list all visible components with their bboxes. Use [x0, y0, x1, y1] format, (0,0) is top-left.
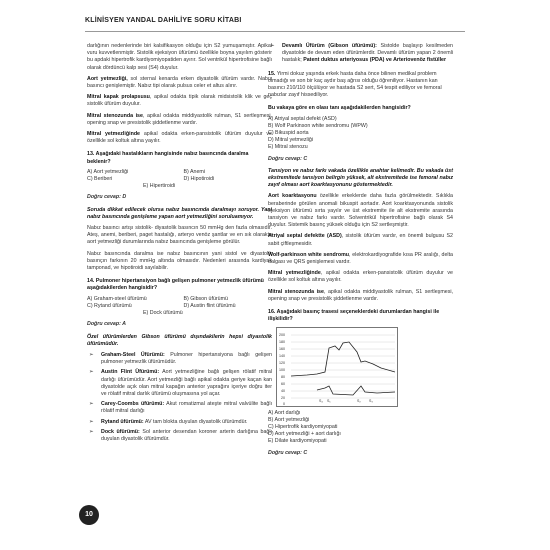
- question-16-options: [268, 410, 453, 446]
- paragraph: Nabız basıncında daralma ise nabız basıncının yani sistol ve diyastolik basınçın farkının 20 mmHg altında olmasıdır. Nedenleri arasında kardiyak tamponad, ve hipotiroidi sayılabilir.: [87, 250, 272, 272]
- option: C) Rytand üfürümü: [87, 302, 132, 309]
- term: Devamlı Üfürüm (Gibson üfürümü):: [282, 43, 377, 49]
- explanation: Özel üfürümlerden Gibson üfürümü dışındakilerin hepsi diyastolik üfürümüdür.: [87, 333, 272, 347]
- option: A) Aort yetmezliği: [87, 168, 129, 175]
- option: E) Dock üfürümü: [143, 310, 183, 317]
- question-text: Yirmi dokuz yaşında erkek hasta daha önce bilinen medikal problem olmadığı ve son bir kaç aydır baş ağrısı olduğu öğreniliyor. Hastanın kan basıncı 210/110 ölçülüyor ve hastada S2 sert, S4 tespit ediliyor ve femoral nabızlar zayıf hissediliyor.: [268, 70, 442, 99]
- option: D) Mitral yetmezliği: [268, 137, 314, 144]
- text: , apikal odakta middiyastolik rulman, S1 sertleşmesi, opening snap ve presistolik şiddetlenme vardır.: [268, 288, 453, 302]
- option: E) Mitral stenozu: [268, 144, 308, 151]
- page-header-title: KLİNİSYEN YANDAL DAHİLİYE SORU KİTABI: [85, 17, 242, 24]
- heart-sound-label: S₄: [319, 398, 323, 403]
- heart-sound-label: S₂: [357, 398, 361, 403]
- text: , elektrokardiyografide kısa PR aralığı, delta dalgası ve QRS genişlemesi vardır.: [268, 251, 453, 266]
- term: Graham-Steel Üfürümü:: [101, 351, 165, 358]
- question-number: 16.: [268, 309, 277, 316]
- tick-label: 80: [281, 374, 285, 379]
- question-text: Aşağıdaki basınç trasesi seçeneklerdeki durumlardan hangisi ile ilişkilidir?: [268, 309, 440, 323]
- term: Rytand üfürümü:: [101, 418, 144, 425]
- option: D) Austin flint üfürümü: [183, 302, 236, 309]
- tick-label: 0: [283, 401, 285, 406]
- term: Carey-Coombs üfürümü:: [101, 401, 165, 408]
- term: Aort koarktasyonu: [268, 193, 317, 200]
- paragraph: [268, 233, 453, 247]
- question-13: [87, 151, 272, 165]
- text: , apikal odakta erken-pansistolik üfürüm duyulur ve özellikle sol koltuk altına yayılır.: [268, 270, 453, 284]
- paragraph: [268, 193, 453, 229]
- text: Sistolde başlayıp kesilmeden diyastolde de devam eden üfürümlerdir. Devamlı üfürüm yapan 2 önemli hastalık;: [282, 43, 454, 64]
- question-number: 13.: [87, 151, 96, 158]
- paragraph: [87, 113, 272, 127]
- option: C) Hipertrofik kardiyomiyopati: [268, 423, 338, 430]
- question-text: Pulmoner hipertansiyon bağlı gelişen pulmoner yetmezlik üfürümü aşağıdakilerden hangisidir?: [87, 278, 264, 292]
- question-13-options: [87, 169, 272, 191]
- answer: Doğru cevap: A: [87, 321, 126, 328]
- option: E) Hipertiroidi: [143, 183, 176, 190]
- term: Aort yetmezliği,: [87, 75, 128, 82]
- option: A) Graham-steel üfürümü: [87, 295, 147, 302]
- bullet-item: [268, 43, 453, 65]
- right-column: [268, 43, 453, 462]
- tick-label: 180: [279, 339, 285, 344]
- question-15-options: [268, 116, 453, 152]
- pressure-trace-figure: [276, 327, 398, 407]
- grid: [291, 335, 395, 398]
- left-column: [87, 43, 272, 446]
- question-14-options: [87, 296, 272, 318]
- option: C) Beriberi: [87, 176, 113, 183]
- question-15: [268, 71, 453, 100]
- page-number: 10: [79, 505, 99, 525]
- pressure-trace-svg: [277, 328, 397, 406]
- term: Dock üfürümü:: [101, 428, 140, 435]
- answer: Doğru cevap: C: [268, 155, 308, 162]
- text: sol sternal kenarda erken diyastolik üfürüm vardır. Nabız basıncı genişlemiştir. Nabız tipi olarak pulsus celer et altus alırır.: [87, 75, 272, 90]
- explanation: Soruda dikkat edilecek olursa nabız basıncında daralmayı soruyor. Yani nabız basıncında genişleme yapan aort yetmezliğini soruluamıyor.: [87, 206, 272, 220]
- term: Mitral stenozunda ise: [268, 288, 324, 295]
- text: , sistolik üfürüm vardır, en önemli bulgusu S2 sabit çiftleşmesidir.: [268, 233, 454, 247]
- paragraph: darlığının nedenlerinde biri kalsifikasyon olduğu için S2 yumuşamıştır. Apikal vuru kuvvetlenmiştir. Sistolik ejeksiyon üfürümü özellikle boyna yayılım gösterir bu apdaki hipertrofik kardiyomiyopatiden ayırır. Sol ventrikül hipertrofisine bağlı olarak dördüncü kalp sesi (S4) duyulur.: [87, 43, 272, 71]
- text: Akut romatizmal ateşte mitral valvülite bağlı rölatif mitral darlığı: [101, 401, 272, 415]
- text: Aort yetmezliğine bağlı gelişen rölatif mitral darlığı üfürümüdür. Aort yetmezliği bağlı apikal odakta geriye kaçan kan diyastolde açık olan mitral kapağın anterior yaprağını içeriye doğru iter ve rölatif mitral darlık üfürümü oluşmasına yol açar.: [101, 369, 272, 397]
- tick-label: 140: [279, 353, 285, 358]
- term: Patent duktus arteriyosus (PDA) ve Arteriovenöz fistüller: [303, 57, 447, 64]
- tick-label: 60: [281, 381, 285, 386]
- heart-sound-label: S₁: [327, 398, 331, 403]
- paragraph: [87, 94, 272, 108]
- explanation: Tansiyon ve nabız farkı vakada özellikle anahtar kelimedir. Bu vakada üst ekstremitede tansiyon belirgin yüksek, alt ekstremitede ise femoral nabız zayıf olması aort koarktasyonunu göstermektedir.: [268, 167, 453, 189]
- option: E) Dilate kardiyomiyopati: [268, 438, 327, 445]
- question-16: [268, 309, 453, 323]
- answer: Doğru cevap: C: [268, 449, 308, 456]
- term: Wolf-parkinson white sendromu: [268, 251, 350, 258]
- paragraph: [268, 270, 453, 284]
- term: Austin Flint Üfürümü:: [101, 369, 160, 376]
- ventricular-pressure-trace: [291, 342, 395, 376]
- term: Mitral stenozunda ise: [87, 112, 143, 119]
- text: , apikal odakta middiyastolik rulman, S1 sertleşmesi, opening snap ve presistolik şiddetlenme vardır.: [87, 112, 272, 126]
- tick-label: 20: [281, 395, 285, 400]
- bullet-item: [87, 429, 272, 443]
- option: D) Aort yetmezliği + aort darlığı: [268, 431, 341, 438]
- option: B) Anemi: [183, 168, 205, 175]
- bullet-item: [87, 401, 272, 415]
- paragraph: [87, 131, 272, 145]
- answer: Doğru cevap: D: [87, 194, 127, 201]
- paragraph: [268, 289, 453, 303]
- question-number: 15.: [268, 70, 277, 77]
- text: Pulmoner hipertansiyona bağlı gelişen pulmoner yetmezlik üfürümüdür.: [101, 351, 273, 366]
- question-text: Aşağıdaki hastalıkların hangisinde nabız basıncında daralma beklenir?: [87, 151, 249, 165]
- question-15-prompt: Bu vakaya göre en olası tanı aşağıdakilerden hangisidir?: [268, 105, 411, 112]
- option: C) Bikuspid aorta: [268, 130, 309, 137]
- option: B) Wolf Parkinson white sendromu (WPW): [268, 122, 368, 129]
- option: A) Atriyal septal defekt (ASD): [268, 115, 337, 122]
- term: Atriyal septal defektte (ASD): [268, 233, 342, 240]
- text: , apikal odakta tipik olarak midsistolik klik ve geç sistolik üfürüm duyulur.: [87, 94, 272, 108]
- bullet-item: [87, 369, 272, 398]
- paragraph: [87, 76, 272, 90]
- term: Mitral yetmezliğinde: [87, 131, 140, 138]
- term: Mitral kapak prolapsusu: [87, 94, 150, 101]
- text: apikal odakta erken-pansistolik üfürüm duyulur ve özellikle sol koltuk altına yayılır.: [87, 131, 272, 145]
- paragraph: Nabız basıncı artışı sistolik- diyastolik basıncın 50 mmHg den fazla olmasıdır. Ateş, anemi, beriberi, paget hastalığı, arteryo venöz şantlar ve en sık olarakta aort yetmezliği durumlarında nabız basıncında genişleme görülür.: [87, 225, 272, 246]
- tick-label: 120: [279, 360, 285, 365]
- term: Mitral yetmezliğinde: [268, 270, 321, 277]
- atrial-pressure-trace: [317, 386, 395, 395]
- question-number: 14.: [87, 278, 96, 285]
- bullet-item: [87, 352, 272, 366]
- tick-label: 100: [279, 367, 285, 372]
- option: A) Aort darlığı: [268, 409, 301, 416]
- tick-label: 160: [279, 346, 285, 351]
- text: özellikle erkeklerde daha fazla görülmektedir. Sıklıkla beraberinde görülen anomali bikuspit aortadır. Aort koarktasyonunda sistolik ejeksiyon üfürümü sırta yayılır ve üst ekstremite ile alt ekstremite arasında tansiyon ve nabız farkı vardır. Solventrikül hipertrofisine bağlı olarak S4 duyulur. Sistemik basınç yüksek olduğu için S2 sertleşmiştir.: [268, 193, 453, 229]
- tick-label: 200: [279, 332, 285, 337]
- tick-label: 40: [281, 388, 285, 393]
- option: B) Aort yetmezliği: [268, 416, 310, 423]
- paragraph: [268, 252, 453, 266]
- header-rule: [85, 31, 465, 32]
- heart-sound-label: S₃: [369, 398, 373, 403]
- bullet-item: [87, 419, 272, 426]
- text: Sol anterior desendan koroner arterin darlığına bağlı duyulan diyastolik üfürümdür.: [101, 428, 273, 442]
- text: AV tam blokta duyulan diyastolik üfürümdür.: [143, 418, 248, 425]
- option: D) Hipotiroidi: [183, 176, 215, 183]
- question-14: [87, 278, 272, 292]
- option: B) Gibson üfürümü: [183, 295, 228, 302]
